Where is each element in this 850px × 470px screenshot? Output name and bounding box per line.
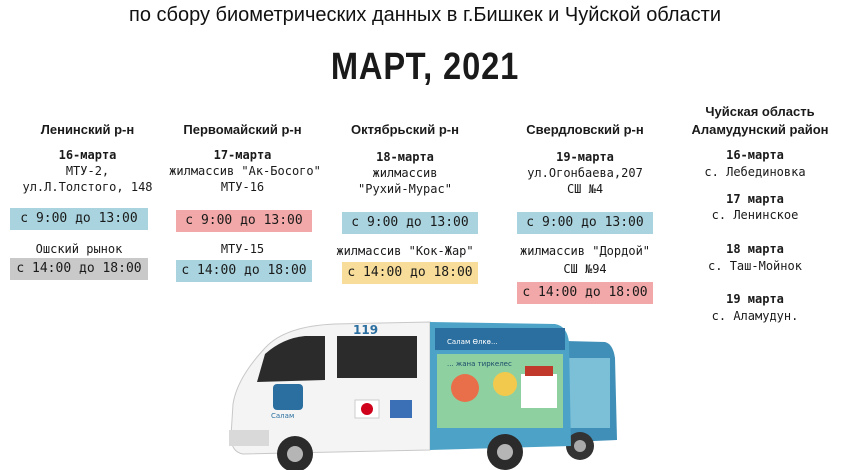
- date: 16-марта: [726, 148, 784, 162]
- village: с. Таш-Мойнок: [708, 259, 802, 273]
- address: жилмассив "Кок-Жар": [336, 244, 474, 258]
- region-subtitle: Аламудунский район: [691, 122, 829, 137]
- van-phone: 119: [353, 323, 379, 337]
- district-title: Ленинский р-н: [40, 122, 135, 137]
- address: СШ №94: [563, 262, 607, 276]
- address: Ошский рынок: [35, 242, 123, 256]
- time-badge: с 9:00 до 13:00: [517, 212, 653, 234]
- address: жилмассив "Ак-Босого": [169, 164, 321, 178]
- district-title: Первомайский р-н: [183, 122, 302, 137]
- subtitle: по сбору биометрических данных в г.Бишкек и Чуйской области: [129, 4, 721, 26]
- address: "Рухий-Мурас": [358, 182, 452, 196]
- time-badge: с 14:00 до 18:00: [10, 258, 148, 280]
- van-slogan: ... жана тиркелес: [447, 360, 512, 368]
- time-badge: с 14:00 до 18:00: [517, 282, 653, 304]
- time-badge: с 9:00 до 13:00: [10, 208, 148, 230]
- address: МТУ-15: [220, 242, 265, 256]
- van-illustration: [225, 318, 625, 470]
- district-title: Свердловский р-н: [526, 122, 644, 137]
- date: 16-марта: [58, 148, 117, 162]
- address: ул.Огонбаева,207: [527, 166, 643, 180]
- date: 19 марта: [726, 292, 784, 306]
- van-brand: Салам: [271, 412, 295, 420]
- address: МТУ-16: [220, 180, 265, 194]
- date: 17-марта: [213, 148, 272, 162]
- van-slogan: Салам Өлкө...: [447, 338, 498, 346]
- date: 18-марта: [376, 150, 434, 164]
- village: с. Аламудун.: [711, 309, 799, 323]
- address: СШ №4: [566, 182, 604, 196]
- time-badge: с 9:00 до 13:00: [176, 210, 312, 232]
- address: МТУ-2,: [65, 164, 110, 178]
- time-badge: с 9:00 до 13:00: [342, 212, 478, 234]
- village: с. Лебединовка: [704, 165, 806, 179]
- page-title: МАРТ, 2021: [330, 46, 520, 88]
- date: 18 марта: [726, 242, 784, 256]
- time-badge: с 14:00 до 18:00: [342, 262, 478, 284]
- address: ул.Л.Толстого, 148: [22, 180, 153, 194]
- address: жилмассив "Дордой": [519, 244, 651, 258]
- time-badge: с 14:00 до 18:00: [176, 260, 312, 282]
- address: жилмассив: [372, 166, 438, 180]
- district-title: Октябрьский р-н: [351, 122, 459, 137]
- date: 17 марта: [726, 192, 784, 206]
- region-title: Чуйская область: [705, 104, 815, 119]
- date: 19-марта: [556, 150, 614, 164]
- village: с. Ленинское: [711, 208, 799, 222]
